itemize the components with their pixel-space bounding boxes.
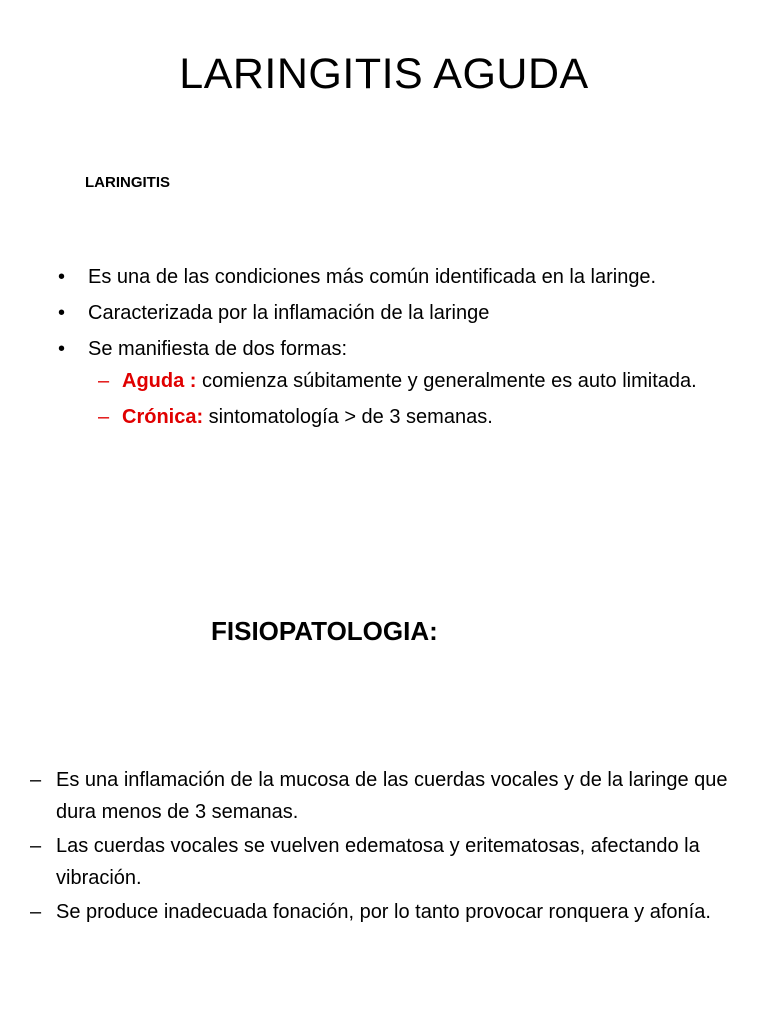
bullet-text: Es una de las condiciones más común identificada en la laringe.: [88, 266, 657, 288]
page-title: LARINGITIS AGUDA: [179, 50, 589, 98]
section-heading: FISIOPATOLOGIA:: [211, 616, 438, 646]
form-item-cronica: [98, 402, 758, 432]
fisiopatologia-text: Es una inflamación de la mucosa de las cuerdas vocales y de la laringe que dura menos de 3 semanas.: [56, 769, 728, 823]
dash-icon: –: [30, 901, 42, 923]
fisiopatologia-text: Se produce inadecuada fonación, por lo tanto provocar ronquera y afonía.: [56, 901, 711, 923]
fisiopatologia-item: [30, 896, 755, 928]
form-item-aguda: [98, 366, 758, 396]
fisiopatologia-list: [30, 764, 755, 930]
bullet-item: [58, 262, 758, 292]
fisiopatologia-text: Las cuerdas vocales se vuelven edematosa y eritematosas, afectando la vibración.: [56, 835, 700, 889]
bullet-dot-icon: •: [58, 266, 66, 288]
dash-icon: –: [98, 406, 110, 428]
fisiopatologia-item: [30, 764, 755, 828]
bullet-item: [58, 298, 758, 328]
bullet-dot-icon: •: [58, 338, 66, 360]
form-text-aguda: comienza súbitamente y generalmente es auto limitada.: [196, 370, 697, 392]
form-label-cronica: Crónica:: [122, 406, 204, 428]
form-label-aguda: Aguda :: [122, 370, 197, 392]
subtitle: LARINGITIS: [85, 174, 170, 191]
dash-icon: –: [30, 835, 42, 857]
bullet-item: [58, 334, 758, 432]
dash-icon: –: [98, 370, 110, 392]
bullet-text: Se manifiesta de dos formas:: [88, 338, 348, 360]
bullet-text: Caracterizada por la inflamación de la laringe: [88, 302, 490, 324]
bullet-list: [58, 262, 758, 438]
fisiopatologia-item: [30, 830, 755, 894]
bullet-dot-icon: •: [58, 302, 66, 324]
dash-icon: –: [30, 769, 42, 791]
forms-list: [98, 366, 758, 432]
form-text-cronica: sintomatología > de 3 semanas.: [203, 406, 493, 428]
